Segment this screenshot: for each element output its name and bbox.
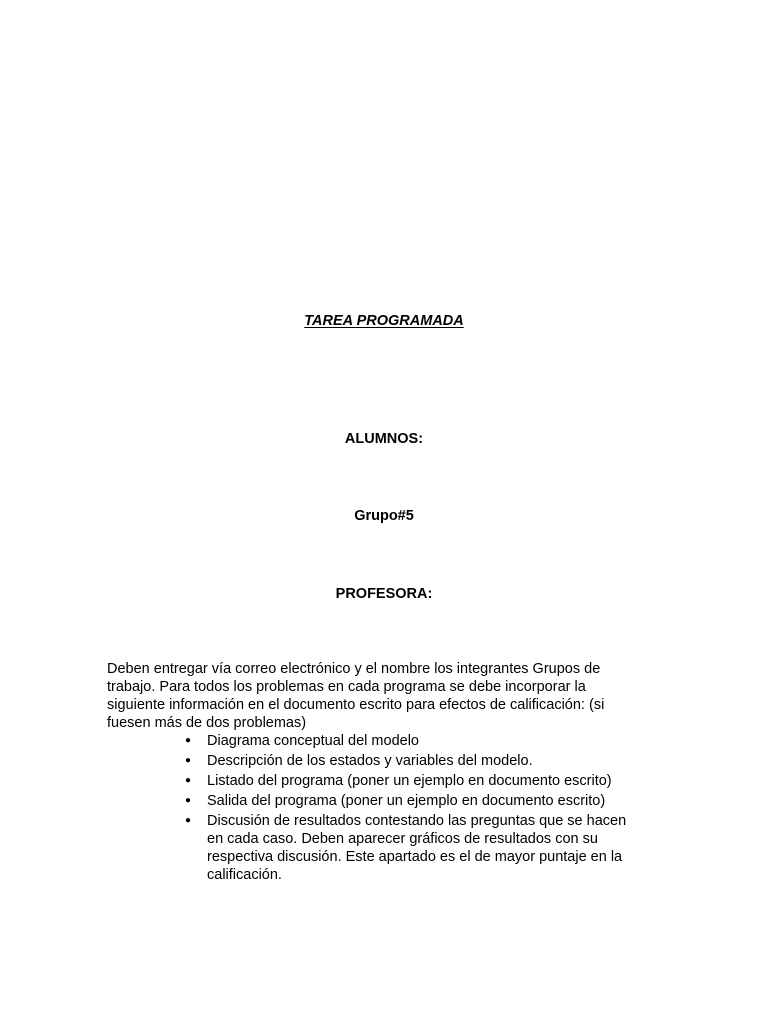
list-item-text: Listado del programa (poner un ejemplo en documento escrito) — [207, 773, 612, 789]
students-label: ALUMNOS: — [344, 431, 424, 447]
list-item — [185, 772, 637, 790]
instructions-block — [107, 660, 637, 886]
list-item-text: Salida del programa (poner un ejemplo en documento escrito) — [207, 793, 606, 809]
list-item-text: Descripción de los estados y variables del modelo. — [207, 753, 533, 769]
instructions-paragraph: Deben entregar vía correo electrónico y el nombre los integrantes Grupos de trabajo. Para todos los problemas en cada programa se debe incorporar la siguiente información en el documento escrito para efectos de calificación: (si fuesen más de dos problemas) — [107, 661, 605, 731]
group-name: Grupo#5 — [354, 508, 414, 524]
requirements-list — [107, 732, 637, 884]
bullet-icon: ● — [185, 775, 192, 786]
bullet-icon: ● — [185, 795, 192, 806]
professor-label: PROFESORA: — [335, 586, 433, 602]
list-item — [185, 812, 637, 884]
bullet-icon: ● — [185, 735, 192, 746]
list-item — [185, 792, 637, 810]
list-item — [185, 752, 637, 770]
document-title: TAREA PROGRAMADA — [304, 313, 464, 329]
bullet-icon: ● — [185, 755, 192, 766]
list-item-text: Diagrama conceptual del modelo — [207, 733, 419, 749]
bullet-icon: ● — [185, 815, 192, 826]
list-item-text: Discusión de resultados contestando las preguntas que se hacen en cada caso. Deben aparecer gráficos de resultados con su respectiva discusión. Este apartado es el de mayor puntaje en la calificación. — [207, 813, 627, 883]
list-item — [185, 732, 637, 750]
